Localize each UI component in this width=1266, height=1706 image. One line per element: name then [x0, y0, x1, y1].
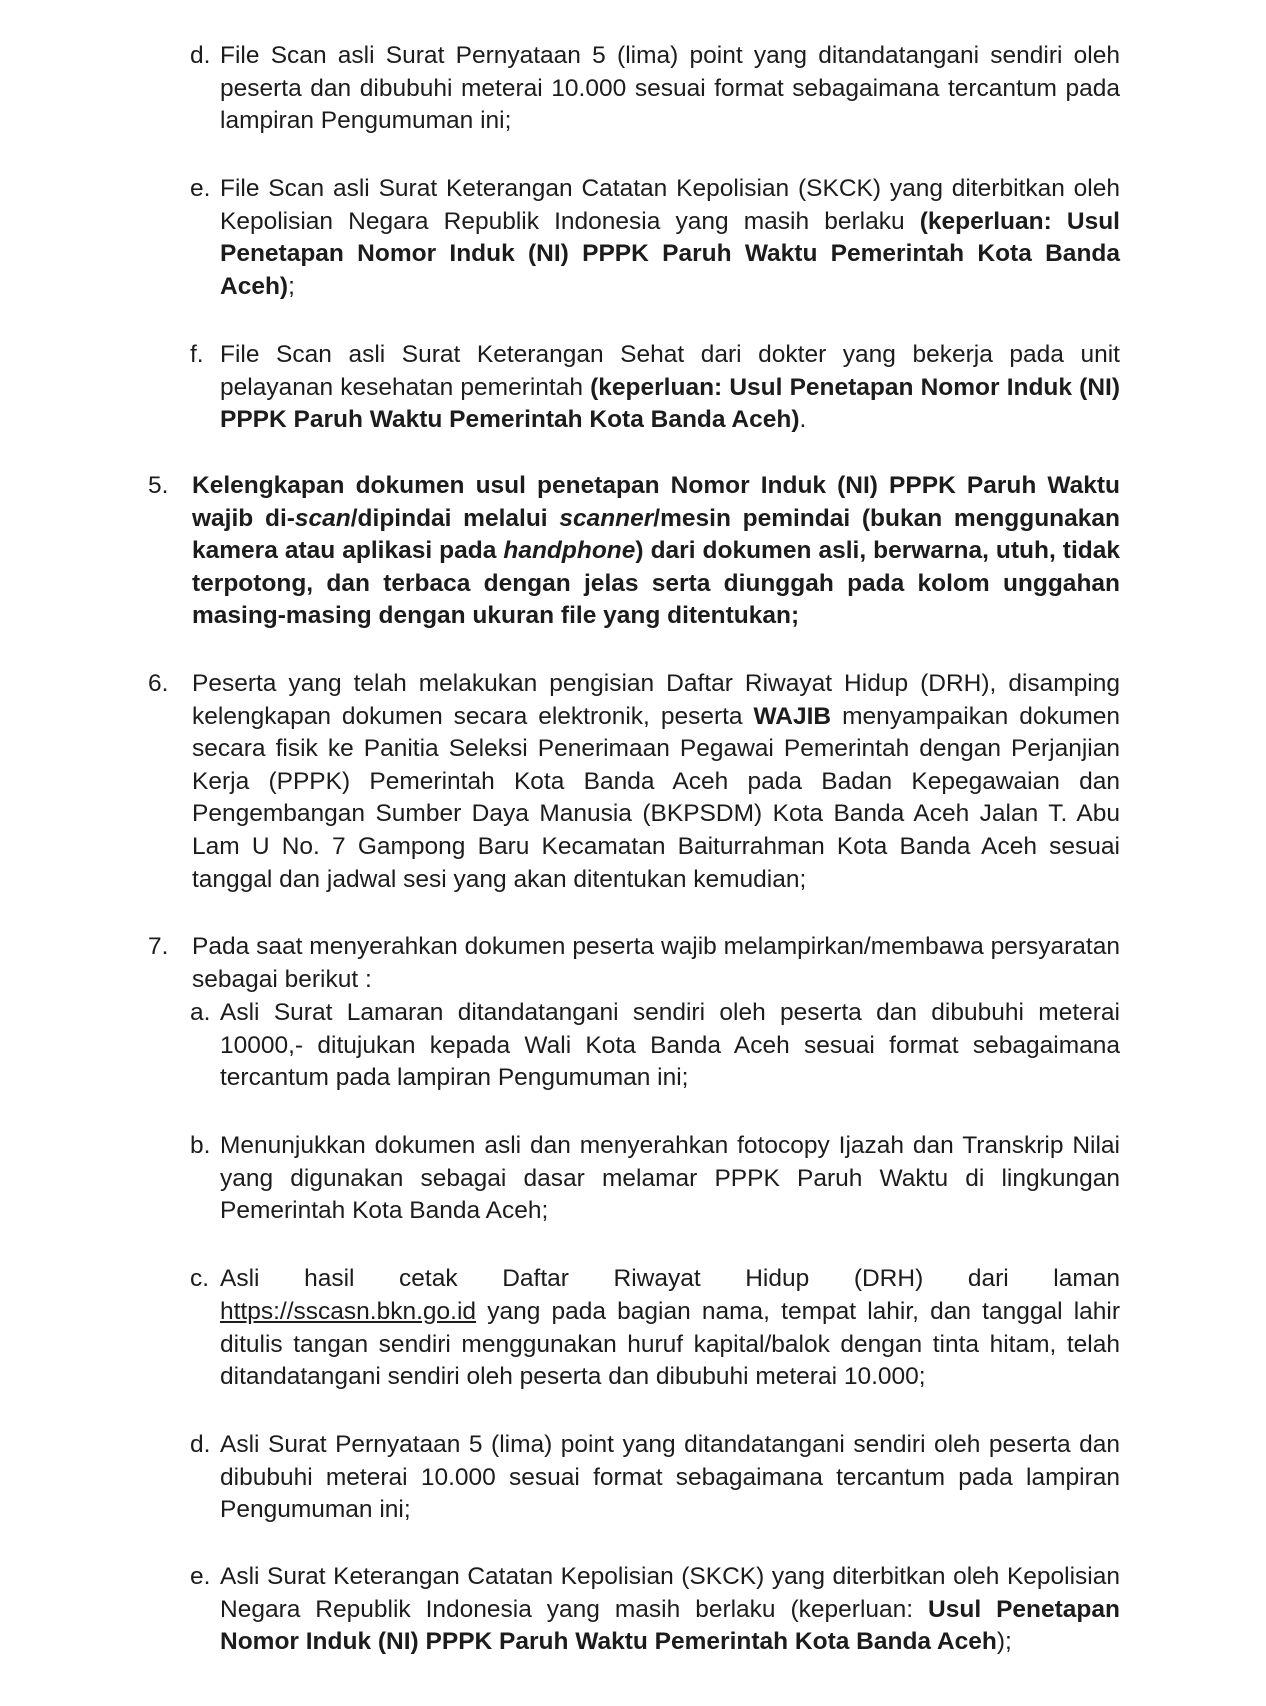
item-5-text	[192, 470, 1120, 633]
item-c2-line1: Asli hasil cetak Daftar Riwayat Hidup (DRH) dari laman	[220, 1265, 1120, 1292]
item-7-text: Pada saat menyerahkan dokumen peserta wajib melampirkan/membawa persyaratan sebagai berikut :	[192, 933, 1120, 993]
item-5-part3: /dipindai melalui	[350, 504, 560, 532]
sscasn-link[interactable]: https://sscasn.bkn.go.id	[220, 1298, 477, 1325]
item-e2-end: );	[996, 1628, 1012, 1656]
item-e2-text	[220, 1561, 1120, 1659]
item-c2-rest: yang pada bagian nama, tempat lahir, dan tanggal lahir ditulis tangan sendiri menggunakan huruf kapital/balok dengan tinta hitam, telah ditandatangani sendiri oleh peserta dan dibubuhi meterai 10.000;	[220, 1298, 1120, 1391]
item-5-part6: handphone	[503, 537, 636, 565]
item-5-part7: ) dari dokumen asli, berwarna, utuh, tidak terpotong, dan terbaca dengan jelas serta diunggah pada kolom unggahan masing-masing dengan ukuran file yang ditentukan;	[192, 537, 1120, 630]
item-d1-marker: d.	[190, 42, 211, 69]
item-a2-marker: a.	[190, 999, 211, 1026]
item-b2-text: Menunjukkan dokumen asli dan menyerahkan fotocopy Ijazah dan Transkrip Nilai yang digunakan sebagai dasar melamar PPPK Paruh Waktu di lingkungan Pemerintah Kota Banda Aceh;	[220, 1132, 1120, 1225]
item-7-marker: 7.	[148, 933, 169, 960]
item-d1-text: File Scan asli Surat Pernyataan 5 (lima) point yang ditandatangani sendiri oleh peserta dan dibubuhi meterai 10.000 sesuai format sebagaimana tercantum pada lampiran Pengumuman ini;	[220, 42, 1120, 135]
item-5-part5: /mesin pemindai (bukan menggunakan kamera atau aplikasi pada	[192, 504, 1120, 565]
item-e2-plain: Asli Surat Keterangan Catatan Kepolisian (SKCK) yang diterbitkan oleh Kepolisian Negara Republik Indonesia yang masih berlaku (keperluan:	[220, 1563, 1120, 1623]
item-f1-end: .	[799, 406, 807, 434]
item-b2-marker: b.	[190, 1132, 211, 1159]
item-e1-marker: e.	[190, 175, 211, 202]
item-a2-text: Asli Surat Lamaran ditandatangani sendiri oleh peserta dan dibubuhi meterai 10000,- ditujukan kepada Wali Kota Banda Aceh sesuai format sebagaimana tercantum pada lampiran Pengumuman ini;	[220, 999, 1120, 1092]
item-5-part2: scan	[294, 504, 351, 532]
item-5-part4: scanner	[559, 504, 654, 532]
item-e1-text	[220, 173, 1120, 303]
item-6-marker: 6.	[148, 670, 169, 697]
item-6-part3: menyampaikan dokumen secara fisik ke Panitia Seleksi Penerimaan Pegawai Pemerintah dengan Perjanjian Kerja (PPPK) Pemerintah Kota Banda Aceh pada Badan Kepegawaian dan Pengembangan Sumber Daya Manusia (BKPSDM) Kota Banda Aceh Jalan T. Abu Lam U No. 7 Gampong Baru Kecamatan Baiturrahman Kota Banda Aceh sesuai tanggal dan jadwal sesi yang akan ditentukan kemudian;	[192, 702, 1121, 893]
item-e2-marker: e.	[190, 1563, 211, 1590]
item-5-marker: 5.	[148, 472, 169, 499]
item-f1-text	[220, 339, 1120, 437]
item-f1-marker: f.	[190, 341, 204, 368]
item-c2-text	[220, 1296, 1120, 1394]
item-e1-end: ;	[288, 272, 295, 300]
item-e1-bold: (keperluan: Usul Penetapan Nomor Induk (NI) PPPK Paruh Waktu Pemerintah Kota Banda Aceh)	[220, 207, 1120, 300]
item-6-text	[192, 668, 1120, 896]
item-d2-text: Asli Surat Pernyataan 5 (lima) point yang ditandatangani sendiri oleh peserta dan dibubuhi meterai 10.000 sesuai format sebagaimana tercantum pada lampiran Pengumuman ini;	[220, 1431, 1120, 1524]
item-e1-plain: File Scan asli Surat Keterangan Catatan Kepolisian (SKCK) yang diterbitkan oleh Kepolisian Negara Republik Indonesia yang masih berlaku	[220, 175, 1120, 235]
item-c2-marker: c.	[190, 1265, 210, 1292]
item-6-part1: Peserta yang telah melakukan pengisian Daftar Riwayat Hidup (DRH), disamping kelengkapan dokumen secara elektronik, peserta	[192, 670, 1120, 730]
item-d2-marker: d.	[190, 1431, 211, 1458]
item-f1-bold: (keperluan: Usul Penetapan Nomor Induk (NI) PPPK Paruh Waktu Pemerintah Kota Banda Aceh)	[220, 373, 1120, 434]
item-f1-plain: File Scan asli Surat Keterangan Sehat dari dokter yang bekerja pada unit pelayanan kesehatan pemerintah	[220, 341, 1120, 401]
item-5-part1: Kelengkapan dokumen usul penetapan Nomor Induk (NI) PPPK Paruh Waktu wajib di-	[192, 472, 1120, 532]
item-e2-bold: Usul Penetapan Nomor Induk (NI) PPPK Paruh Waktu Pemerintah Kota Banda Aceh	[220, 1595, 1120, 1656]
item-6-part2: WAJIB	[753, 702, 832, 730]
